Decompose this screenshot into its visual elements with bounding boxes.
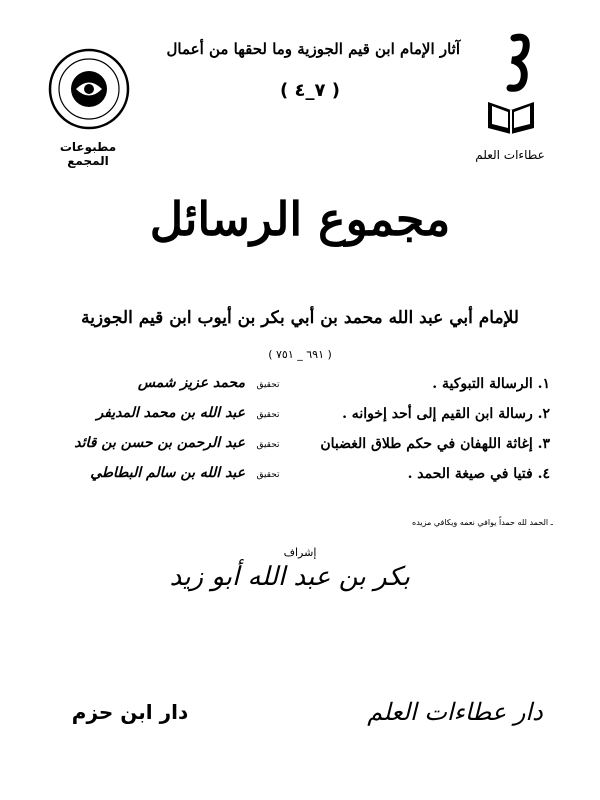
contents-item — [50, 372, 550, 402]
edited-by-label: تحقيق — [256, 410, 280, 420]
supervision-label: إشراف — [283, 546, 317, 559]
academy-logo-caption: مطبوعات المجمع — [59, 140, 117, 168]
work-title: ١. الرسالة التبوكية . — [432, 376, 550, 392]
editor-name: عبد الرحمن بن حسن بن قائد — [74, 435, 245, 451]
publisher-ataat-alilm: دار عطاءات العلم — [367, 698, 543, 726]
publisher-logo-caption: عطاءات العلم — [475, 148, 545, 162]
contents-item — [50, 462, 550, 492]
item-note: ـ الحمد لله حمداً يوافي نعمه ويكافي مزيده — [412, 518, 553, 527]
publisher-ibn-hazm: دار ابن حزم — [71, 700, 189, 724]
editor-name: محمد عزيز شمس — [137, 375, 245, 391]
work-title: ٣. إغاثة اللهفان في حكم طلاق الغضبان — [320, 436, 550, 452]
editor-name: عبد الله بن سالم البطاطي — [90, 465, 245, 481]
work-title: ٢. رسالة ابن القيم إلى أحد إخوانه . — [342, 406, 550, 422]
contents-item — [50, 432, 550, 462]
contents-list — [50, 372, 550, 492]
publisher-book-logo — [476, 30, 546, 140]
author-dates: ( ٦٩١ _ ٧٥١ ) — [268, 348, 332, 361]
editor-name: عبد الله بن محمد المديفر — [96, 405, 245, 421]
edited-by-label: تحقيق — [256, 470, 280, 480]
supervisor-name: بكر بن عبد الله أبو زيد — [169, 562, 410, 592]
academy-seal-logo — [48, 48, 130, 130]
edited-by-label: تحقيق — [256, 380, 280, 390]
series-title: آثار الإمام ابن قيم الجوزية وما لحقها من أعمال — [166, 40, 460, 58]
volume-number: ( ٧_٤ ) — [280, 80, 340, 101]
book-title: مجموع الرسائل — [149, 192, 451, 246]
work-title: ٤. فتيا في صيغة الحمد . — [407, 466, 550, 482]
contents-item — [50, 402, 550, 432]
edited-by-label: تحقيق — [256, 440, 280, 450]
author-name: للإمام أبي عبد الله محمد بن أبي بكر بن أيوب ابن قيم الجوزية — [81, 308, 519, 328]
